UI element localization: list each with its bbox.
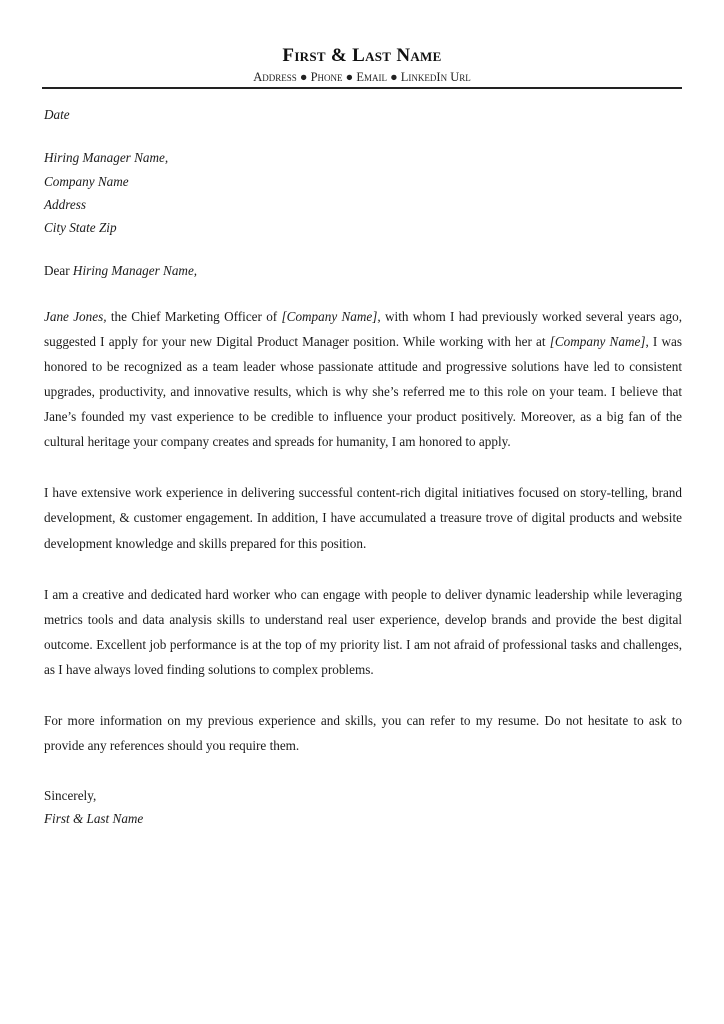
salutation-name: Hiring Manager Name, <box>72 263 198 279</box>
company-placeholder-2: [Company Name] <box>549 333 646 349</box>
closing: Sincerely, <box>44 788 97 804</box>
recipient-city-state-zip: City State Zip <box>44 220 117 236</box>
header-divider <box>42 87 682 89</box>
recipient-company: Company Name <box>44 173 129 189</box>
signature-name: First & Last Name <box>44 811 144 827</box>
applicant-name: First & Last Name <box>282 45 442 66</box>
letter-date: Date <box>44 107 70 122</box>
paragraph-experience: I have extensive work experience in delivering successful content-rich digital initiatives focused on story-telling, brand development, & customer engagement. In addition, I have accumulated a treasure trove of digital products and website development knowledge and skills prepared for this position. <box>44 485 682 551</box>
paragraph-referral-text-2: , with whom I had previously worked several years ago, suggested I apply for your new Digital Product Manager position. While working with her at <box>44 308 682 349</box>
recipient-name: Hiring Manager Name, <box>44 150 169 166</box>
salutation <box>44 259 682 282</box>
letter-header <box>0 44 724 85</box>
recipient-block <box>44 146 682 239</box>
referrer-name: Jane Jones, <box>44 308 107 324</box>
paragraph-referral <box>44 304 682 455</box>
recipient-address: Address <box>44 196 87 212</box>
company-placeholder-1: [Company Name] <box>281 308 378 324</box>
paragraph-referral-text-3: , I was honored to be recognized as a team leader whose passionate attitude and progressive solutions have led to consistent upgrades, productivity, and innovative results, which is why she’s referred me to this role on your team. I believe that Jane’s founded my vast experience to be credible to influence your product positively. Moreover, as a big fan of the cultural heritage your company creates and spreads for humanity, I am honored to apply. <box>44 333 682 450</box>
paragraph-closing-note: For more information on my previous experience and skills, you can refer to my resume. Do not hesitate to ask to provide any references should you require them. <box>44 713 682 754</box>
salutation-prefix: Dear <box>44 263 73 279</box>
letter-body <box>44 103 682 831</box>
paragraph-referral-text-1: the Chief Marketing Officer of <box>106 308 282 324</box>
contact-line: Address ● Phone ● Email ● LinkedIn Url <box>253 70 471 84</box>
paragraph-qualities: I am a creative and dedicated hard worker who can engage with people to deliver dynamic leadership while leveraging metrics tools and data analysis skills to understand real user experience, develop brands and provide the best digital outcome. Excellent job performance is at the top of my priority list. I am not afraid of professional tasks and challenges, as I have always loved finding solutions to complex problems. <box>44 586 682 677</box>
